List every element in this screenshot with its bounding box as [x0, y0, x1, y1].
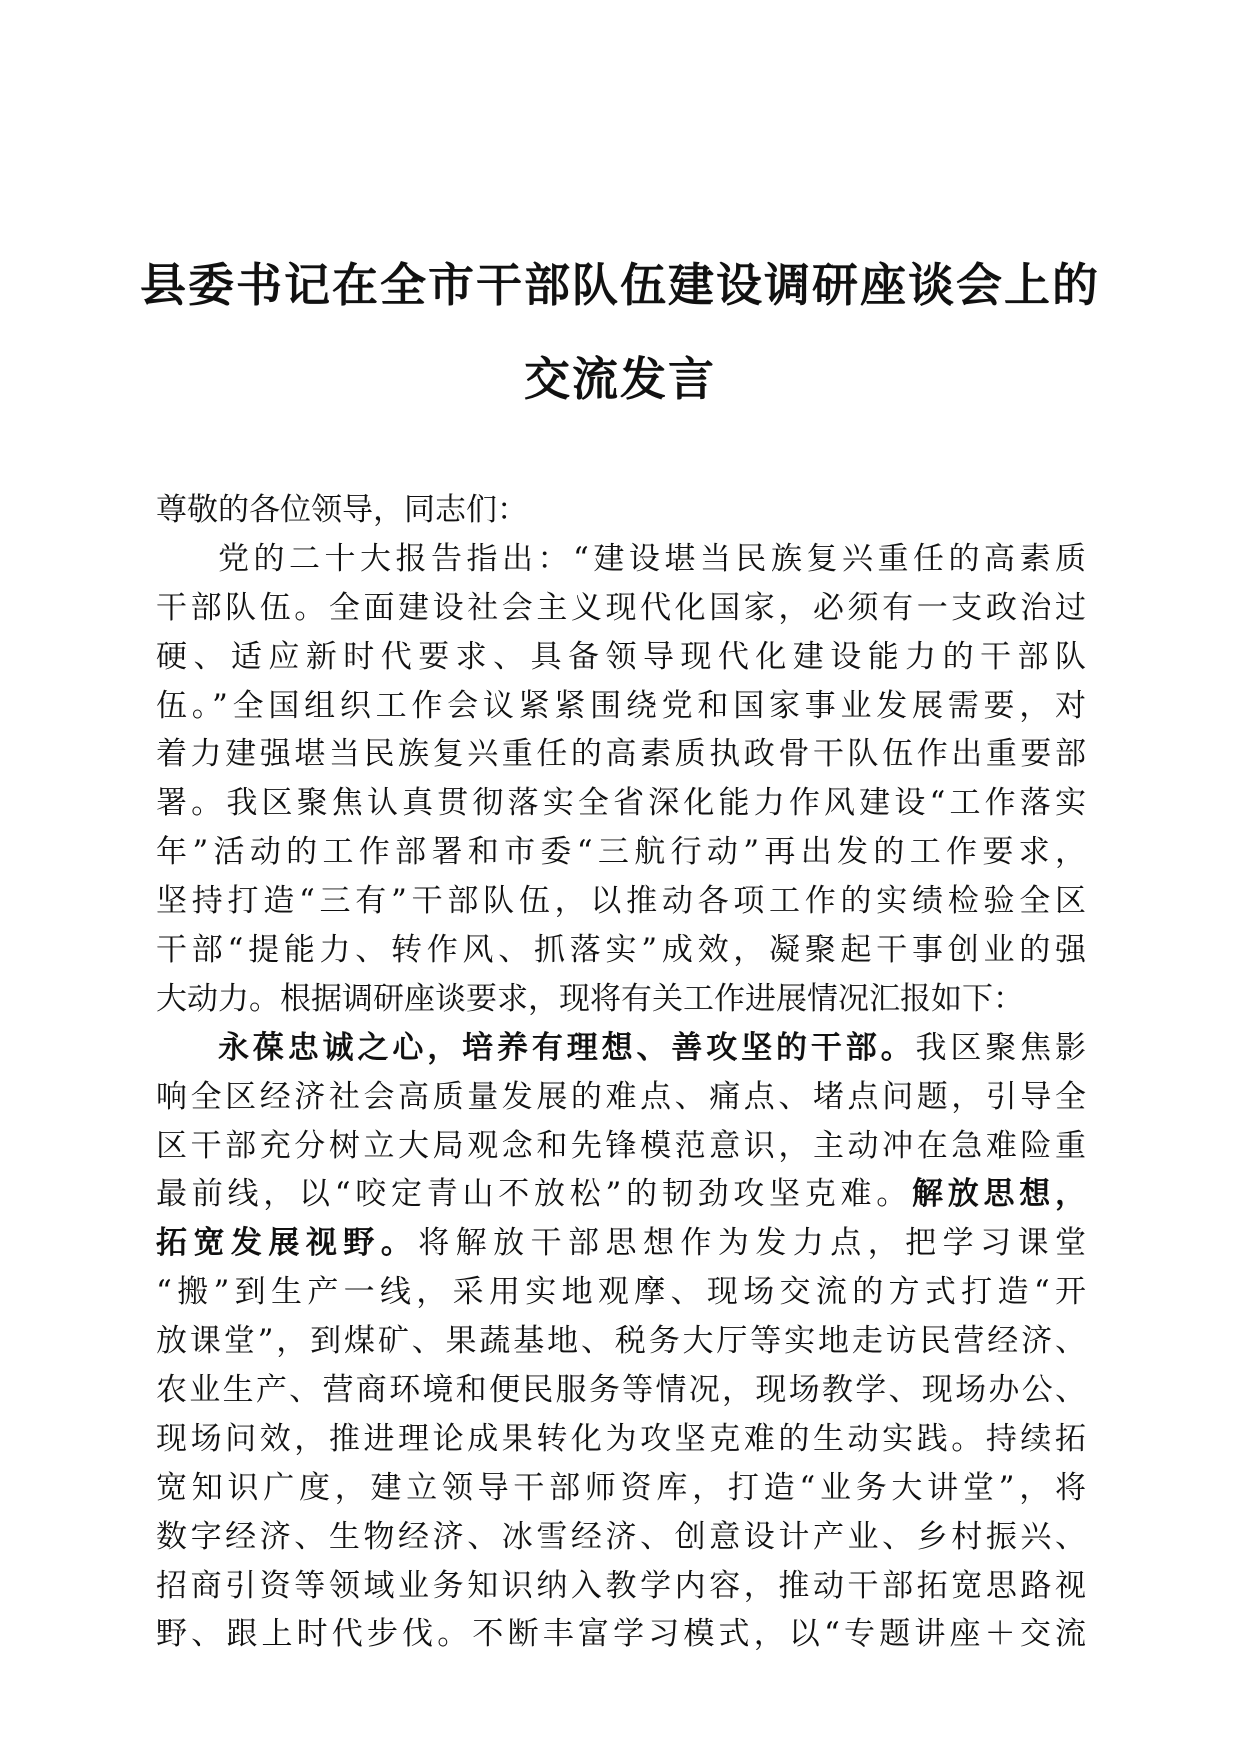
paragraph-text: 将解放干部思想作为发力点，把学习课堂 [418, 1225, 1087, 1262]
paragraph-line: 数字经济、生物经济、冰雪经济、创意设计产业、乡村振兴、 [156, 1518, 1086, 1555]
paragraph-line [156, 1024, 1086, 1073]
paragraph-line: 宽知识广度，建立领导干部师资库，打造“业务大讲堂”，将 [156, 1469, 1086, 1506]
salutation: 尊敬的各位领导，同志们： [156, 492, 528, 528]
paragraph-line: 大动力。根据调研座谈要求，现将有关工作进展情况汇报如下： [156, 980, 1024, 1017]
paragraph-text: 最前线，以“咬定青山不放松”的韧劲攻坚克难。 [156, 1176, 913, 1213]
paragraph-line: 着力建强堪当民族复兴重任的高素质执政骨干队伍作出重要部 [156, 736, 1086, 773]
paragraph-line: 区干部充分树立大局观念和先锋模范意识，主动冲在急难险重 [156, 1127, 1086, 1164]
section-heading: 永葆忠诚之心，培养有理想、善攻坚的干部。 [218, 1029, 916, 1066]
paragraph-2 [156, 1024, 1086, 1660]
paragraph-line: 伍。”全国组织工作会议紧紧围绕党和国家事业发展需要，对 [156, 687, 1086, 724]
paragraph-line: 干部队伍。全面建设社会主义现代化国家，必须有一支政治过 [156, 589, 1086, 626]
paragraph-1 [156, 535, 1086, 1024]
paragraph-line: 硬、适应新时代要求、具备领导现代化建设能力的干部队 [156, 638, 1086, 675]
subsection-heading: 拓宽发展视野。 [156, 1225, 419, 1262]
paragraph-line: 党的二十大报告指出：“建设堪当民族复兴重任的高素质 [218, 540, 1086, 577]
paragraph-line: 坚持打造“三有”干部队伍，以推动各项工作的实绩检验全区 [156, 883, 1086, 920]
paragraph-line [156, 1219, 1086, 1268]
subsection-heading: 解放思想， [912, 1176, 1086, 1213]
paragraph-line: 放课堂”，到煤矿、果蔬基地、税务大厅等实地走访民营经济、 [156, 1323, 1086, 1360]
paragraph-line: 招商引资等领域业务知识纳入教学内容，推动干部拓宽思路视 [156, 1567, 1086, 1604]
document-body [156, 486, 1086, 1659]
paragraph-line: “搬”到生产一线，采用实地观摩、现场交流的方式打造“开 [156, 1274, 1086, 1311]
paragraph-line: 干部“提能力、转作风、抓落实”成效，凝聚起干事创业的强 [156, 932, 1086, 969]
paragraph-line: 年”活动的工作部署和市委“三航行动”再出发的工作要求， [156, 834, 1086, 871]
paragraph-line: 响全区经济社会高质量发展的难点、痛点、堵点问题，引导全 [156, 1078, 1086, 1115]
paragraph-text: 我区聚焦影 [915, 1029, 1086, 1066]
paragraph-line [156, 1170, 1086, 1219]
paragraph-line: 署。我区聚焦认真贯彻落实全省深化能力作风建设“工作落实 [156, 785, 1086, 822]
paragraph-line: 野、跟上时代步伐。不断丰富学习模式，以“专题讲座＋交流 [156, 1616, 1086, 1653]
paragraph-line: 农业生产、营商环境和便民服务等情况，现场教学、现场办公、 [156, 1372, 1086, 1409]
document-title-line-1: 县委书记在全市干部队伍建设调研座谈会上的 [140, 258, 1100, 312]
document-title-line-2: 交流发言 [524, 352, 716, 406]
paragraph-line: 现场问效，推进理论成果转化为攻坚克难的生动实践。持续拓 [156, 1420, 1086, 1457]
